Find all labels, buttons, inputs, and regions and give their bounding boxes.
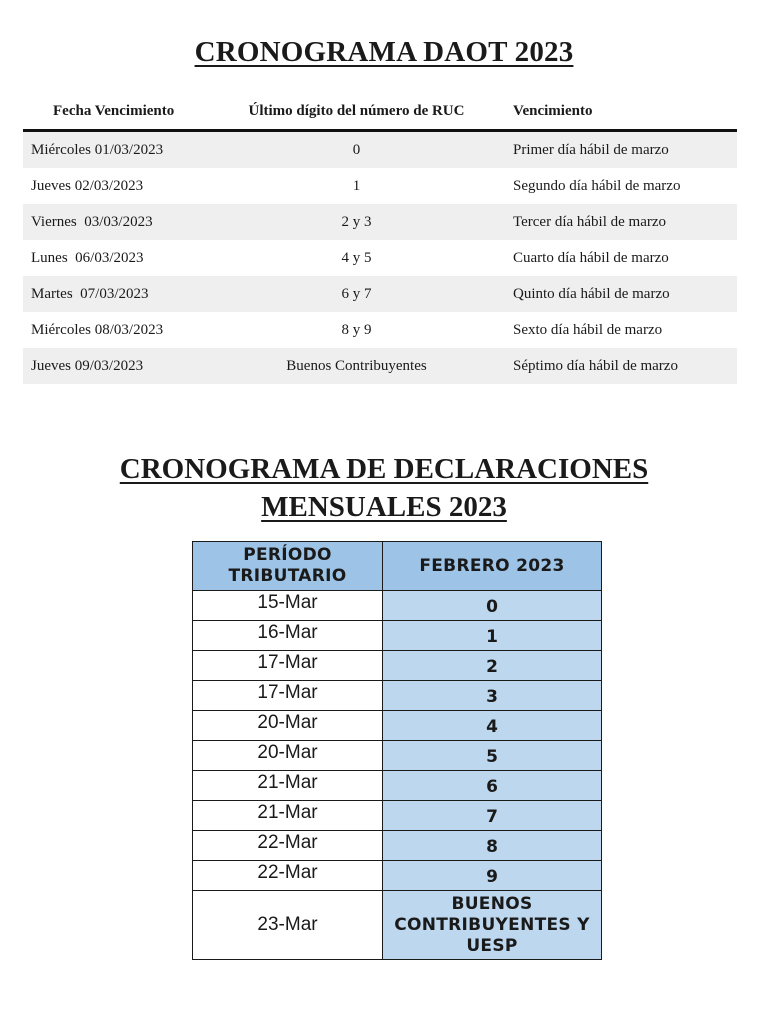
daot-header-row (23, 94, 737, 132)
daot-row (23, 204, 737, 240)
daot-cell-fecha: Miércoles 01/03/2023 (31, 141, 164, 158)
mensual-row (193, 861, 602, 891)
mensual-row (193, 621, 602, 651)
mensual-cell-digito: BUENOS CONTRIBUYENTES Y UESP (383, 891, 602, 960)
daot-table (23, 94, 737, 384)
mensual-cell-digito: 9 (383, 861, 602, 891)
mensual-cell-digito: 6 (383, 771, 602, 801)
mensual-cell-fecha: 20-Mar (193, 741, 383, 771)
daot-cell-digito: Buenos Contribuyentes (286, 357, 427, 374)
daot-cell-digito: 6 y 7 (341, 285, 372, 302)
mensual-table (192, 541, 602, 960)
mensual-title-line2: MENSUALES 2023 (261, 491, 507, 523)
daot-cell-fecha: Martes 07/03/2023 (31, 285, 149, 302)
mensual-cell-digito: 3 (383, 681, 602, 711)
daot-cell-fecha: Jueves 09/03/2023 (31, 357, 144, 374)
mensual-row (193, 741, 602, 771)
mensual-row (193, 591, 602, 621)
daot-cell-digito: 0 (352, 141, 361, 158)
daot-cell-vencimiento: Segundo día hábil de marzo (513, 177, 681, 194)
daot-row (23, 348, 737, 384)
daot-cell-vencimiento: Tercer día hábil de marzo (513, 213, 667, 230)
daot-body (23, 132, 737, 384)
mensual-row (193, 681, 602, 711)
daot-row (23, 132, 737, 168)
daot-cell-digito: 1 (352, 177, 361, 194)
mensual-cell-fecha: 15-Mar (193, 591, 383, 621)
daot-cell-fecha: Lunes 06/03/2023 (31, 249, 144, 266)
header-vencimiento: Vencimiento (513, 103, 593, 119)
daot-row (23, 276, 737, 312)
mensual-cell-digito: 0 (383, 591, 602, 621)
daot-cell-vencimiento: Sexto día hábil de marzo (513, 321, 663, 338)
daot-row (23, 168, 737, 204)
daot-cell-digito: 2 y 3 (341, 213, 372, 230)
mensual-title (0, 450, 768, 526)
daot-cell-fecha: Jueves 02/03/2023 (31, 177, 144, 194)
mensual-row (193, 801, 602, 831)
daot-cell-fecha: Viernes 03/03/2023 (31, 213, 153, 230)
header-fecha-vencimiento: Fecha Vencimiento (53, 103, 175, 119)
daot-cell-digito: 4 y 5 (341, 249, 372, 266)
header-febrero-2023: FEBRERO 2023 (383, 542, 602, 591)
daot-cell-fecha: Miércoles 08/03/2023 (31, 321, 164, 338)
mensual-row (193, 771, 602, 801)
mensual-cell-fecha: 22-Mar (193, 861, 383, 891)
mensual-cell-digito: 7 (383, 801, 602, 831)
mensual-header-row (193, 542, 602, 591)
daot-cell-vencimiento: Séptimo día hábil de marzo (513, 357, 678, 374)
daot-row (23, 240, 737, 276)
mensual-cell-digito: 4 (383, 711, 602, 741)
daot-cell-digito: 8 y 9 (341, 321, 372, 338)
mensual-row (193, 891, 602, 960)
mensual-cell-fecha: 20-Mar (193, 711, 383, 741)
mensual-cell-fecha: 21-Mar (193, 771, 383, 801)
mensual-cell-digito: 1 (383, 621, 602, 651)
daot-title: CRONOGRAMA DAOT 2023 (194, 36, 574, 68)
mensual-row (193, 711, 602, 741)
mensual-cell-fecha: 22-Mar (193, 831, 383, 861)
header-ultimo-digito: Último dígito del número de RUC (248, 103, 465, 119)
mensual-cell-digito: 8 (383, 831, 602, 861)
mensual-cell-fecha: 16-Mar (193, 621, 383, 651)
mensual-cell-fecha: 17-Mar (193, 651, 383, 681)
mensual-row (193, 651, 602, 681)
daot-row (23, 312, 737, 348)
daot-cell-vencimiento: Primer día hábil de marzo (513, 141, 669, 158)
mensual-title-line1: CRONOGRAMA DE DECLARACIONES (119, 453, 649, 485)
mensual-cell-fecha: 21-Mar (193, 801, 383, 831)
header-periodo-tributario: PERÍODO TRIBUTARIO (193, 542, 383, 591)
mensual-row (193, 831, 602, 861)
daot-cell-vencimiento: Quinto día hábil de marzo (513, 285, 670, 302)
daot-cell-vencimiento: Cuarto día hábil de marzo (513, 249, 669, 266)
mensual-cell-fecha: 23-Mar (193, 891, 383, 960)
mensual-cell-digito: 2 (383, 651, 602, 681)
mensual-body (193, 591, 602, 960)
mensual-cell-fecha: 17-Mar (193, 681, 383, 711)
mensual-cell-digito: 5 (383, 741, 602, 771)
